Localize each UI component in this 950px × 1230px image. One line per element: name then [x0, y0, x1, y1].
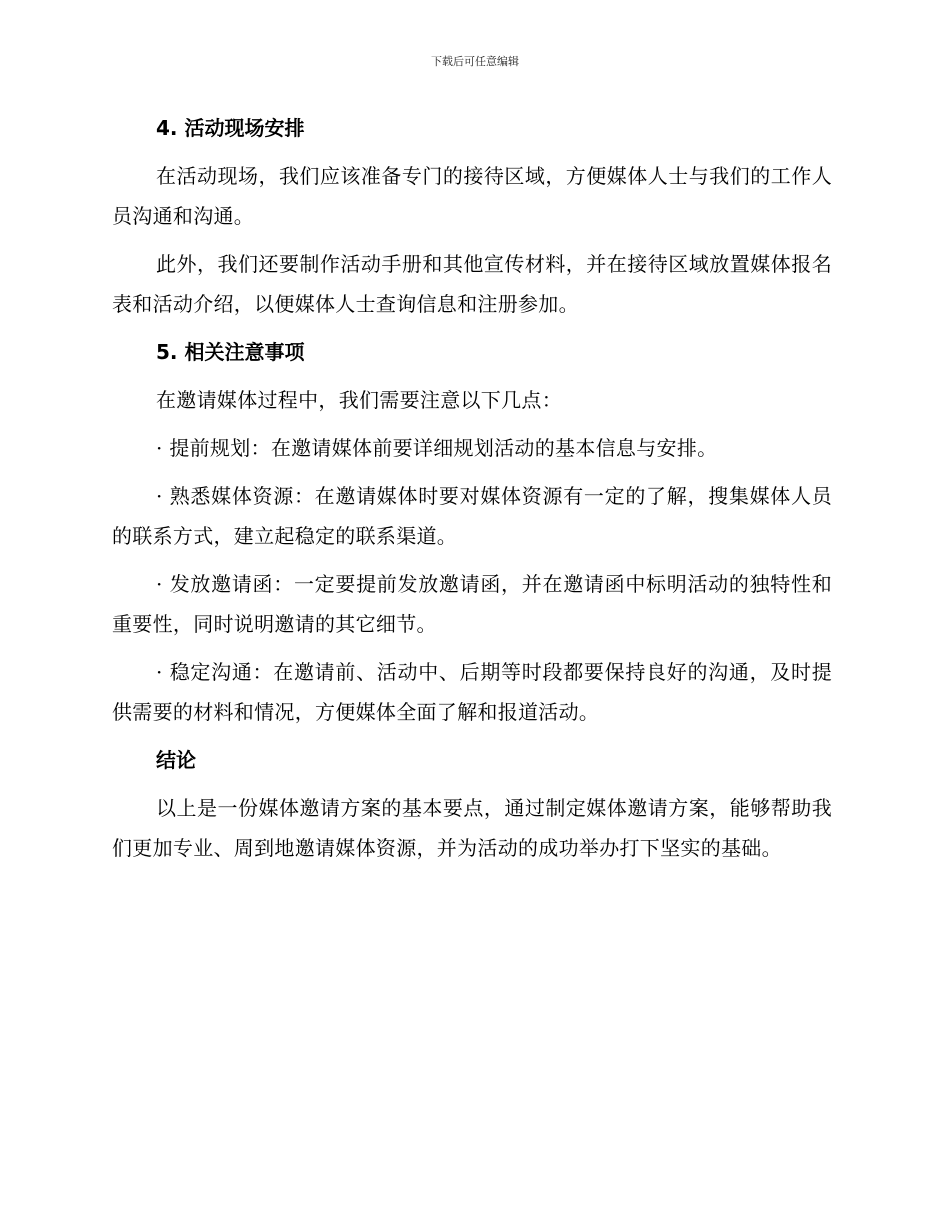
- paragraph-conclusion: 以上是一份媒体邀请方案的基本要点，通过制定媒体邀请方案，能够帮助我们更加专业、周到地邀请媒体资源，并为活动的成功举办打下坚实的基础。: [112, 796, 832, 860]
- paragraph-promotional-materials: 此外，我们还要制作活动手册和其他宣传材料，并在接待区域放置媒体报名表和活动介绍，以便媒体人士查询信息和注册参加。: [112, 252, 832, 316]
- list-item-media-resources: · 熟悉媒体资源：在邀请媒体时要对媒体资源有一定的了解，搜集媒体人员的联系方式，建立起稳定的联系渠道。: [112, 484, 832, 548]
- list-item-plan-ahead: · 提前规划：在邀请媒体前要详细规划活动的基本信息与安排。: [156, 436, 718, 460]
- paragraph-notes-intro: 在邀请媒体过程中，我们需要注意以下几点：: [156, 388, 562, 412]
- section-heading-onsite-arrangement: 4. 活动现场安排: [156, 116, 305, 140]
- section-heading-conclusion: 结论: [156, 748, 196, 772]
- section-heading-notes: 5. 相关注意事项: [156, 340, 305, 364]
- paragraph-reception-area: 在活动现场，我们应该准备专门的接待区域，方便媒体人士与我们的工作人员沟通和沟通。: [112, 164, 832, 228]
- document-body: [112, 108, 832, 876]
- list-item-stable-communication: · 稳定沟通：在邀请前、活动中、后期等时段都要保持良好的沟通，及时提供需要的材料和情况，方便媒体全面了解和报道活动。: [112, 660, 832, 724]
- page-header-note: 下载后可任意编辑: [431, 55, 519, 68]
- list-item-send-invitations: · 发放邀请函：一定要提前发放邀请函，并在邀请函中标明活动的独特性和重要性，同时说明邀请的其它细节。: [112, 572, 832, 636]
